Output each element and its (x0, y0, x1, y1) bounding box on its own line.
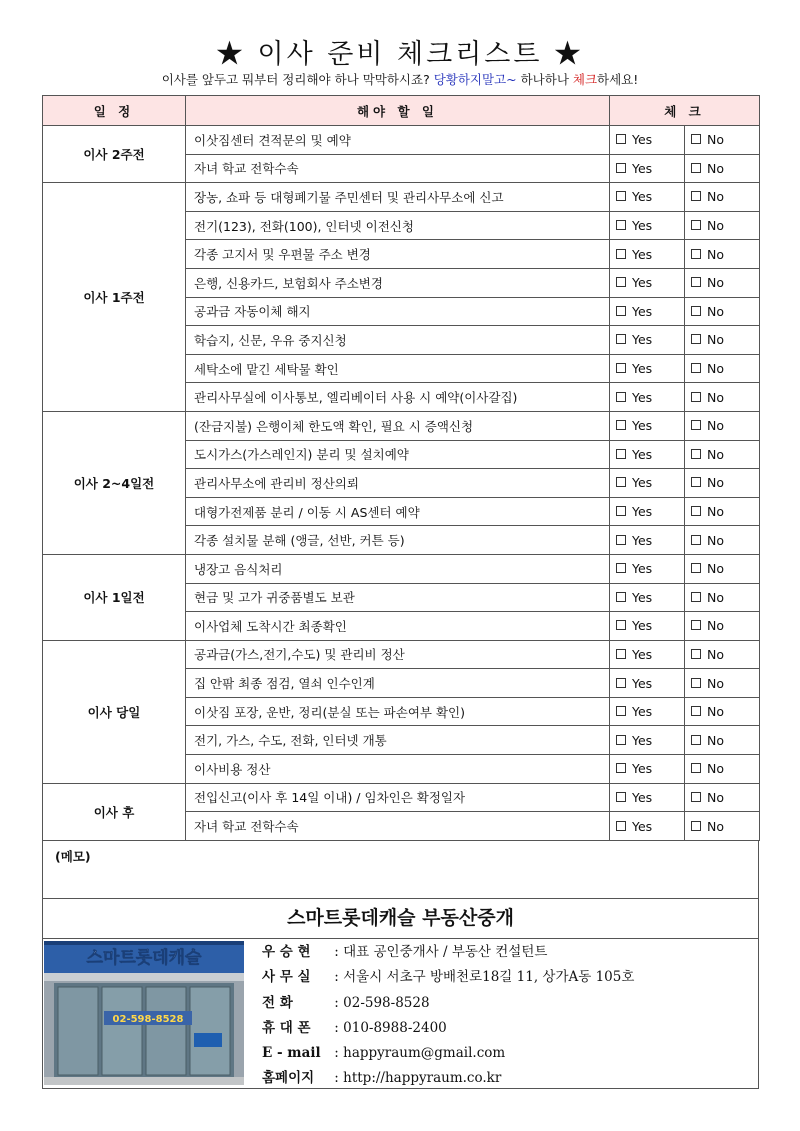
task-cell: 관리사무소에 관리비 정산의뢰 (186, 469, 610, 498)
contact-row (262, 1016, 752, 1041)
contact-separator: : (330, 1019, 344, 1036)
check-yes-label: Yes (632, 675, 653, 691)
check-no-cell[interactable] (685, 697, 760, 726)
check-yes-label: Yes (632, 646, 653, 662)
check-yes-cell[interactable] (610, 411, 685, 440)
contact-row (262, 1041, 752, 1066)
check-yes-cell[interactable] (610, 812, 685, 841)
check-no-label: No (707, 618, 724, 634)
check-no-label: No (707, 646, 724, 662)
page-subtitle (0, 70, 800, 88)
check-no-cell[interactable] (685, 783, 760, 812)
check-yes-label: Yes (632, 504, 653, 520)
check-yes-label: Yes (632, 189, 653, 205)
checkbox-yes[interactable] (616, 306, 626, 316)
checkbox-no[interactable] (691, 249, 701, 259)
task-cell: (잔금지불) 은행이체 한도액 확인, 필요 시 증액신청 (186, 411, 610, 440)
table-row (43, 783, 760, 812)
check-yes-label: Yes (632, 160, 653, 176)
table-row (43, 411, 760, 440)
check-no-label: No (707, 303, 724, 319)
check-yes-cell[interactable] (610, 612, 685, 641)
subtitle-highlight-red: 체크 (572, 72, 598, 87)
checkbox-yes[interactable] (616, 620, 626, 630)
check-no-label: No (707, 675, 724, 691)
checkbox-yes[interactable] (616, 220, 626, 230)
check-no-cell[interactable] (685, 183, 760, 212)
checkbox-no[interactable] (691, 334, 701, 344)
schedule-cell: 이사 후 (43, 783, 186, 840)
task-cell: 집 안팎 최종 점검, 열쇠 인수인계 (186, 669, 610, 698)
task-cell: 전기(123), 전화(100), 인터넷 이전신청 (186, 211, 610, 240)
task-cell: 세탁소에 맡긴 세탁물 확인 (186, 354, 610, 383)
check-no-label: No (707, 246, 724, 262)
page-title: ★ 이사 준비 체크리스트 ★ (215, 39, 585, 70)
check-yes-label: Yes (632, 218, 653, 234)
task-cell: 관리사무실에 이사통보, 엘리베이터 사용 시 예약(이사갈집) (186, 383, 610, 412)
checkbox-yes[interactable] (616, 449, 626, 459)
task-cell: 공과금(가스,전기,수도) 및 관리비 정산 (186, 640, 610, 669)
check-yes-label: Yes (632, 246, 653, 262)
checkbox-no[interactable] (691, 220, 701, 230)
check-yes-label: Yes (632, 332, 653, 348)
check-yes-cell[interactable] (610, 640, 685, 669)
contact-row (262, 965, 752, 990)
checkbox-no[interactable] (691, 706, 701, 716)
check-no-label: No (707, 446, 724, 462)
task-cell: 은행, 신용카드, 보험회사 주소변경 (186, 268, 610, 297)
checkbox-no[interactable] (691, 735, 701, 745)
checkbox-yes[interactable] (616, 706, 626, 716)
check-no-label: No (707, 389, 724, 405)
check-yes-label: Yes (632, 275, 653, 291)
task-cell: 도시가스(가스레인지) 분리 및 설치예약 (186, 440, 610, 469)
contact-label: 홈페이지 (262, 1070, 315, 1087)
check-yes-cell[interactable] (610, 126, 685, 155)
task-cell: 대형가전제품 분리 / 이동 시 AS센터 예약 (186, 497, 610, 526)
task-cell: 이사비용 정산 (186, 755, 610, 784)
checkbox-no[interactable] (691, 306, 701, 316)
contact-value: 서울시 서초구 방배천로18길 11, 상가A동 105호 (343, 969, 635, 986)
task-cell: 장농, 쇼파 등 대형폐기물 주민센터 및 관리사무소에 신고 (186, 183, 610, 212)
check-no-label: No (707, 704, 724, 720)
checkbox-no[interactable] (691, 563, 701, 573)
checkbox-no[interactable] (691, 449, 701, 459)
check-yes-cell[interactable] (610, 469, 685, 498)
checkbox-no[interactable] (691, 506, 701, 516)
contact-separator: : (330, 1045, 344, 1062)
check-yes-cell[interactable] (610, 554, 685, 583)
check-no-cell[interactable] (685, 268, 760, 297)
checkbox-no[interactable] (691, 420, 701, 430)
check-yes-label: Yes (632, 761, 653, 777)
check-yes-cell[interactable] (610, 211, 685, 240)
contact-separator: : (330, 944, 344, 960)
checkbox-yes[interactable] (616, 821, 626, 831)
checkbox-no[interactable] (691, 792, 701, 802)
check-no-cell[interactable] (685, 526, 760, 555)
check-no-cell[interactable] (685, 640, 760, 669)
office-photo (44, 941, 244, 1085)
check-yes-cell[interactable] (610, 383, 685, 412)
check-yes-cell[interactable] (610, 583, 685, 612)
memo-box[interactable] (42, 841, 759, 899)
check-no-cell[interactable] (685, 297, 760, 326)
check-yes-cell[interactable] (610, 297, 685, 326)
contact-row (262, 1066, 752, 1091)
task-cell: 각종 설치물 분해 (앵글, 선반, 커튼 등) (186, 526, 610, 555)
check-no-cell[interactable] (685, 554, 760, 583)
task-cell: 학습지, 신문, 우유 중지신청 (186, 326, 610, 355)
checkbox-yes[interactable] (616, 249, 626, 259)
check-no-label: No (707, 789, 724, 805)
table-row (43, 183, 760, 212)
schedule-cell: 이사 2~4일전 (43, 411, 186, 554)
check-yes-label: Yes (632, 303, 653, 319)
check-yes-label: Yes (632, 389, 653, 405)
check-yes-label: Yes (632, 361, 653, 377)
schedule-cell: 이사 2주전 (43, 126, 186, 183)
contact-row (262, 991, 752, 1016)
contact-label: 우 승 현 (262, 944, 311, 960)
check-no-cell[interactable] (685, 469, 760, 498)
contact-label: 사 무 실 (262, 969, 311, 986)
check-no-label: No (707, 132, 724, 148)
check-no-label: No (707, 532, 724, 548)
check-no-cell[interactable] (685, 354, 760, 383)
memo-label: (메모) (55, 849, 91, 864)
check-no-label: No (707, 332, 724, 348)
contact-value: 대표 공인중개사 / 부동산 컨설턴트 (343, 944, 548, 960)
check-yes-label: Yes (632, 446, 653, 462)
contact-separator: : (330, 994, 344, 1011)
header-check: 체 크 (610, 96, 760, 126)
checkbox-yes[interactable] (616, 163, 626, 173)
task-cell: 이사업체 도착시간 최종확인 (186, 612, 610, 641)
check-yes-cell[interactable] (610, 154, 685, 183)
check-no-label: No (707, 275, 724, 291)
contact-value[interactable]: 02-598-8528 (343, 994, 430, 1011)
check-no-cell[interactable] (685, 211, 760, 240)
check-yes-cell[interactable] (610, 240, 685, 269)
checkbox-no[interactable] (691, 821, 701, 831)
check-no-label: No (707, 561, 724, 577)
check-no-label: No (707, 418, 724, 434)
check-yes-cell[interactable] (610, 440, 685, 469)
checkbox-yes[interactable] (616, 563, 626, 573)
table-header-row (43, 96, 760, 126)
checkbox-no[interactable] (691, 191, 701, 201)
sign-text: 스마트롯데캐슬 (86, 948, 202, 968)
check-no-label: No (707, 732, 724, 748)
schedule-cell: 이사 당일 (43, 640, 186, 783)
checkbox-yes[interactable] (616, 477, 626, 487)
checkbox-no[interactable] (691, 277, 701, 287)
check-no-label: No (707, 589, 724, 605)
task-cell: 전입신고(이사 후 14일 이내) / 임차인은 확정일자 (186, 783, 610, 812)
check-no-cell[interactable] (685, 612, 760, 641)
check-no-cell[interactable] (685, 240, 760, 269)
task-cell: 각종 고지서 및 우편물 주소 변경 (186, 240, 610, 269)
check-yes-cell[interactable] (610, 755, 685, 784)
check-no-cell[interactable] (685, 326, 760, 355)
checkbox-no[interactable] (691, 649, 701, 659)
checkbox-yes[interactable] (616, 792, 626, 802)
checkbox-no[interactable] (691, 477, 701, 487)
table-row (43, 126, 760, 155)
check-no-cell[interactable] (685, 812, 760, 841)
contact-separator: : (330, 1070, 344, 1087)
check-yes-label: Yes (632, 532, 653, 548)
check-yes-cell[interactable] (610, 497, 685, 526)
checklist-body (43, 126, 760, 841)
check-yes-label: Yes (632, 818, 653, 834)
checkbox-yes[interactable] (616, 191, 626, 201)
check-yes-label: Yes (632, 589, 653, 605)
checkbox-yes[interactable] (616, 420, 626, 430)
checkbox-no[interactable] (691, 592, 701, 602)
check-yes-label: Yes (632, 732, 653, 748)
check-no-label: No (707, 160, 724, 176)
checkbox-no[interactable] (691, 620, 701, 630)
window-phone-text: 02-598-8528 (112, 1014, 184, 1025)
check-yes-cell[interactable] (610, 697, 685, 726)
check-yes-cell[interactable] (610, 268, 685, 297)
check-no-label: No (707, 475, 724, 491)
check-yes-label: Yes (632, 132, 653, 148)
check-yes-label: Yes (632, 475, 653, 491)
checkbox-yes[interactable] (616, 506, 626, 516)
check-yes-label: Yes (632, 704, 653, 720)
check-no-cell[interactable] (685, 154, 760, 183)
task-cell: 공과금 자동이체 해지 (186, 297, 610, 326)
table-row (43, 554, 760, 583)
checkbox-no[interactable] (691, 134, 701, 144)
task-cell: 전기, 가스, 수도, 전화, 인터넷 개통 (186, 726, 610, 755)
task-cell: 자녀 학교 전학수속 (186, 812, 610, 841)
checkbox-yes[interactable] (616, 678, 626, 688)
check-yes-cell[interactable] (610, 354, 685, 383)
task-cell: 현금 및 고가 귀중품별도 보관 (186, 583, 610, 612)
checkbox-yes[interactable] (616, 277, 626, 287)
storefront-image (44, 941, 244, 1085)
contact-label: 전 화 (262, 994, 293, 1011)
check-yes-cell[interactable] (610, 526, 685, 555)
checklist-table (42, 95, 760, 841)
checkbox-yes[interactable] (616, 392, 626, 402)
check-no-cell[interactable] (685, 755, 760, 784)
check-no-cell[interactable] (685, 411, 760, 440)
checkbox-no[interactable] (691, 535, 701, 545)
header-task: 해야 할 일 (186, 96, 610, 126)
contact-value[interactable]: 010-8988-2400 (343, 1019, 447, 1036)
table-row (43, 640, 760, 669)
check-no-cell[interactable] (685, 669, 760, 698)
contact-info (262, 940, 752, 1092)
check-no-cell[interactable] (685, 583, 760, 612)
check-no-cell[interactable] (685, 497, 760, 526)
check-no-label: No (707, 189, 724, 205)
checkbox-no[interactable] (691, 763, 701, 773)
check-yes-cell[interactable] (610, 183, 685, 212)
checkbox-yes[interactable] (616, 763, 626, 773)
task-cell: 자녀 학교 전학수속 (186, 154, 610, 183)
checkbox-yes[interactable] (616, 363, 626, 373)
checkbox-yes[interactable] (616, 134, 626, 144)
check-no-label: No (707, 504, 724, 520)
contact-label: 휴 대 폰 (262, 1019, 311, 1036)
task-cell: 냉장고 음식처리 (186, 554, 610, 583)
checkbox-yes[interactable] (616, 735, 626, 745)
subtitle-text-2: 하나하나 (516, 72, 573, 87)
task-cell: 이삿짐센터 견적문의 및 예약 (186, 126, 610, 155)
check-no-cell[interactable] (685, 440, 760, 469)
check-no-label: No (707, 818, 724, 834)
check-yes-cell[interactable] (610, 726, 685, 755)
company-name: 스마트롯데캐슬 부동산중개 (42, 898, 759, 939)
subtitle-text-3: 하세요! (597, 72, 639, 87)
check-yes-cell[interactable] (610, 669, 685, 698)
schedule-cell: 이사 1주전 (43, 183, 186, 412)
check-yes-label: Yes (632, 418, 653, 434)
subtitle-highlight-blue: 당황하지말고~ (433, 72, 517, 87)
checkbox-yes[interactable] (616, 334, 626, 344)
checkbox-no[interactable] (691, 363, 701, 373)
check-no-label: No (707, 761, 724, 777)
check-yes-label: Yes (632, 618, 653, 634)
checkbox-no[interactable] (691, 392, 701, 402)
contact-row (262, 940, 752, 965)
contact-value[interactable]: http://happyraum.co.kr (343, 1070, 502, 1087)
check-no-label: No (707, 218, 724, 234)
task-cell: 이삿짐 포장, 운반, 정리(분실 또는 파손여부 확인) (186, 697, 610, 726)
checkbox-yes[interactable] (616, 592, 626, 602)
check-yes-cell[interactable] (610, 783, 685, 812)
check-no-cell[interactable] (685, 383, 760, 412)
check-yes-cell[interactable] (610, 326, 685, 355)
check-no-label: No (707, 361, 724, 377)
subtitle-text-1: 이사를 앞두고 뭐부터 정리해야 하나 막막하시죠? (161, 72, 434, 87)
checkbox-no[interactable] (691, 163, 701, 173)
checkbox-no[interactable] (691, 678, 701, 688)
header-schedule: 일 정 (43, 96, 186, 126)
check-yes-label: Yes (632, 561, 653, 577)
contact-label: E - mail (262, 1045, 321, 1062)
checkbox-yes[interactable] (616, 535, 626, 545)
check-no-cell[interactable] (685, 126, 760, 155)
contact-separator: : (330, 969, 344, 986)
checkbox-yes[interactable] (616, 649, 626, 659)
check-no-cell[interactable] (685, 726, 760, 755)
check-yes-label: Yes (632, 789, 653, 805)
contact-value[interactable]: happyraum@gmail.com (343, 1045, 506, 1062)
schedule-cell: 이사 1일전 (43, 554, 186, 640)
